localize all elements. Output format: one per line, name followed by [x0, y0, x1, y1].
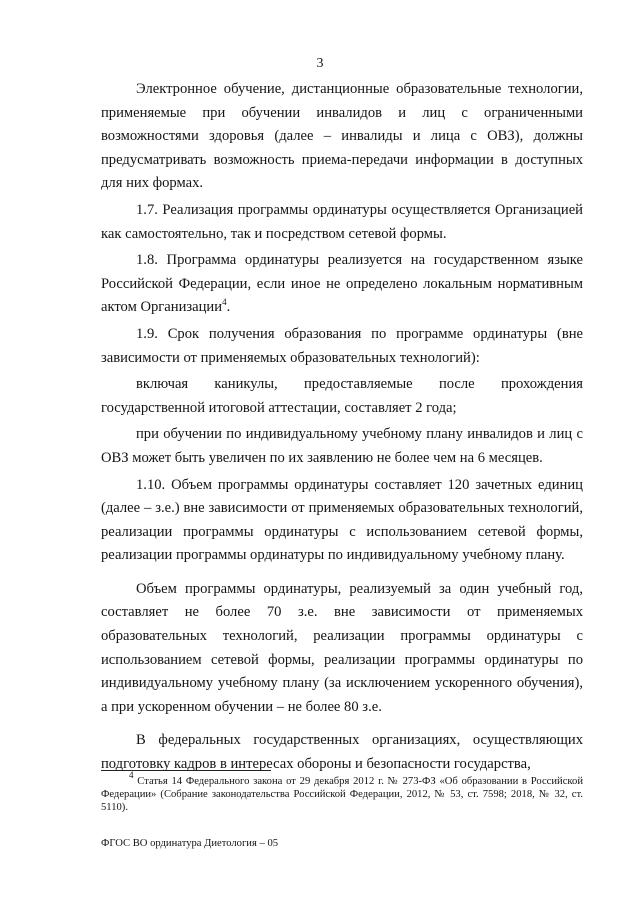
- footnote-divider: [101, 770, 271, 771]
- paragraph-federal-organizations: В федеральных государственных организациях, осуществляющих подготовку кадров в интересах обороны и безопасности государства,: [101, 732, 583, 773]
- paragraph-distance-learning: Электронное обучение, дистанционные образовательные технологии, применяемые при обучении инвалидов и лиц с ограниченными возможностями здоровья (далее – инвалиды и лица с ОВЗ), должны предусматривать возможность приема-передачи информации в доступных для них формах.: [101, 81, 583, 192]
- paragraph-1-10: 1.10. Объем программы ординатуры составляет 120 зачетных единиц (далее – з.е.) вне зависимости от применяемых образовательных технологий, реализации программы ординатуры с использованием сетевой формы, реализации программы ординатуры по индивидуальному учебному плану.: [101, 476, 583, 564]
- paragraph-1-8: [101, 249, 583, 320]
- footnote: [101, 770, 583, 814]
- document-body: [101, 78, 583, 777]
- footnote-marker: 4: [129, 770, 134, 780]
- paragraph-annual-volume: Объем программы ординатуры, реализуемый за один учебный год, составляет не более 70 з.е. вне зависимости от применяемых образовательных технологий, реализации программы ординатуры с использованием сетевой формы, реализации программы ординатуры по индивидуальному учебному плану (за исключением ускоренного обучения), а при ускоренном обучении – не более 80 з.е.: [101, 580, 583, 715]
- footnote-reference: 4: [222, 297, 227, 308]
- paragraph-1-7: 1.7. Реализация программы ординатуры осуществляется Организацией как самостоятельно, так и посредством сетевой формы.: [101, 201, 583, 242]
- footnote-text: Статья 14 Федерального закона от 29 декабря 2012 г. № 273-ФЗ «Об образовании в Российской Федерации» (Собрание законодательства Российской Федерации, 2012, № 53, ст. 7598; 2018, № 32, ст. 5110).: [101, 776, 583, 813]
- page-number: 3: [316, 56, 324, 71]
- document-footer: ФГОС ВО ординатура Диетология – 05: [101, 838, 279, 849]
- paragraph-1-9: 1.9. Срок получения образования по программе ординатуры (вне зависимости от применяемых образовательных технологий):: [101, 325, 583, 366]
- paragraph-individual-plan: при обучении по индивидуальному учебному плану инвалидов и лиц с ОВЗ может быть увеличен по их заявлению не более чем на 6 месяцев.: [101, 426, 583, 466]
- paragraph-holidays: включая каникулы, предоставляемые после прохождения государственной итоговой аттестации, составляет 2 года;: [101, 376, 583, 416]
- paragraph-1-8-end: .: [226, 299, 231, 316]
- paragraph-1-8-text: 1.8. Программа ординатуры реализуется на государственном языке Российской Федерации, если иное не определено локальным нормативным актом Организации: [101, 252, 583, 316]
